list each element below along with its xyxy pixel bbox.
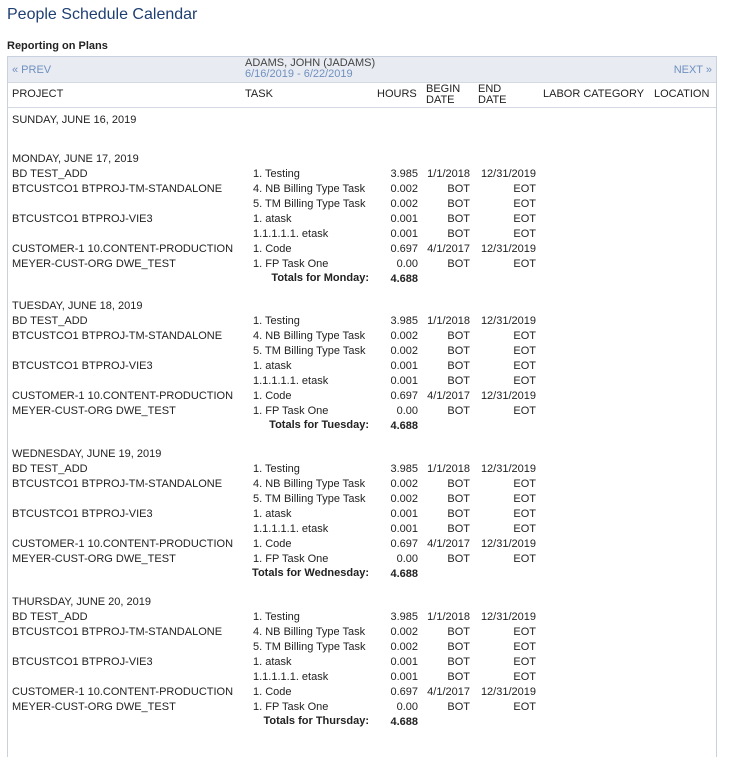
begin-date-cell: 4/1/2017	[427, 390, 470, 402]
end-date-cell: 12/31/2019	[480, 611, 536, 623]
column-header-begin-line2: DATE	[426, 94, 455, 106]
hours-cell: 0.002	[390, 626, 418, 638]
end-date-cell: 12/31/2019	[480, 686, 536, 698]
hours-cell: 0.002	[390, 183, 418, 195]
begin-date-cell: 1/1/2018	[427, 315, 470, 327]
project-cell: BTCUSTCO1 BTPROJ-TM-STANDALONE	[12, 626, 223, 638]
column-header-end-date	[478, 84, 507, 106]
day-total-label: Totals for Wednesday:	[252, 567, 369, 579]
project-cell: BD TEST_ADD	[12, 463, 88, 475]
task-cell: 4. NB Billing Type Task	[253, 330, 366, 342]
schedule-frame	[7, 56, 717, 757]
hours-cell: 0.002	[390, 478, 418, 490]
end-date-cell: EOT	[513, 656, 536, 668]
begin-date-cell: BOT	[447, 478, 470, 490]
hours-cell: 0.697	[390, 538, 418, 550]
task-cell: 1. Testing	[253, 463, 300, 475]
hours-cell: 0.001	[390, 671, 418, 683]
end-date-cell: EOT	[513, 228, 536, 240]
hours-cell: 0.001	[390, 508, 418, 520]
begin-date-cell: BOT	[447, 213, 470, 225]
project-cell: BD TEST_ADD	[12, 611, 88, 623]
end-date-cell: EOT	[513, 198, 536, 210]
end-date-cell: 12/31/2019	[480, 243, 536, 255]
end-date-cell: 12/31/2019	[480, 390, 536, 402]
hours-cell: 0.697	[390, 686, 418, 698]
day-total-label: Totals for Monday:	[271, 272, 369, 284]
project-cell: BD TEST_ADD	[12, 315, 88, 327]
task-cell: 1. FP Task One	[253, 258, 329, 270]
project-cell: BTCUSTCO1 BTPROJ-VIE3	[12, 508, 153, 520]
prev-week-link[interactable]: « PREV	[12, 64, 52, 76]
task-cell: 4. NB Billing Type Task	[253, 478, 366, 490]
hours-cell: 0.002	[390, 493, 418, 505]
person-name: ADAMS, JOHN (JADAMS)	[245, 57, 376, 69]
begin-date-cell: 4/1/2017	[427, 243, 470, 255]
day-header: MONDAY, JUNE 17, 2019	[12, 153, 139, 165]
day-header: WEDNESDAY, JUNE 19, 2019	[12, 448, 162, 460]
end-date-cell: EOT	[513, 375, 536, 387]
project-cell: BTCUSTCO1 BTPROJ-TM-STANDALONE	[12, 478, 223, 490]
task-cell: 1. Testing	[253, 611, 300, 623]
project-cell: MEYER-CUST-ORG DWE_TEST	[12, 405, 176, 417]
begin-date-cell: BOT	[447, 330, 470, 342]
hours-cell: 3.985	[390, 611, 418, 623]
begin-date-cell: BOT	[447, 641, 470, 653]
report-subtitle: Reporting on Plans	[7, 40, 108, 52]
day-header: SUNDAY, JUNE 16, 2019	[12, 114, 137, 126]
begin-date-cell: 1/1/2018	[427, 463, 470, 475]
task-cell: 1.1.1.1.1. etask	[253, 228, 329, 240]
task-cell: 1. Code	[253, 243, 292, 255]
end-date-cell: EOT	[513, 213, 536, 225]
begin-date-cell: BOT	[447, 553, 470, 565]
hours-cell: 3.985	[390, 463, 418, 475]
end-date-cell: 12/31/2019	[480, 538, 536, 550]
end-date-cell: EOT	[513, 345, 536, 357]
project-cell: BTCUSTCO1 BTPROJ-VIE3	[12, 656, 153, 668]
task-cell: 1. FP Task One	[253, 553, 329, 565]
end-date-cell: 12/31/2019	[480, 168, 536, 180]
end-date-cell: EOT	[513, 258, 536, 270]
column-header-end-line1: END	[478, 83, 502, 95]
task-cell: 1. atask	[253, 360, 292, 372]
column-header-hours: HOURS	[377, 88, 417, 100]
end-date-cell: EOT	[513, 405, 536, 417]
begin-date-cell: 1/1/2018	[427, 611, 470, 623]
project-cell: CUSTOMER-1 10.CONTENT-PRODUCTION	[12, 390, 234, 402]
project-cell: CUSTOMER-1 10.CONTENT-PRODUCTION	[12, 686, 234, 698]
begin-date-cell: BOT	[447, 508, 470, 520]
hours-cell: 0.001	[390, 523, 418, 535]
begin-date-cell: BOT	[447, 198, 470, 210]
person-info	[245, 58, 375, 80]
begin-date-cell: 4/1/2017	[427, 538, 470, 550]
hours-cell: 0.001	[390, 228, 418, 240]
column-headers	[8, 83, 716, 108]
end-date-cell: EOT	[513, 523, 536, 535]
begin-date-cell: BOT	[447, 671, 470, 683]
task-cell: 1. Code	[253, 686, 292, 698]
task-cell: 1. atask	[253, 213, 292, 225]
end-date-cell: EOT	[513, 330, 536, 342]
page-title: People Schedule Calendar	[7, 6, 198, 23]
task-cell: 5. TM Billing Type Task	[253, 345, 366, 357]
day-total-hours: 4.688	[390, 568, 418, 580]
task-cell: 4. NB Billing Type Task	[253, 183, 366, 195]
project-cell: CUSTOMER-1 10.CONTENT-PRODUCTION	[12, 538, 234, 550]
hours-cell: 0.001	[390, 213, 418, 225]
task-cell: 1. Testing	[253, 315, 300, 327]
task-cell: 4. NB Billing Type Task	[253, 626, 366, 638]
end-date-cell: 12/31/2019	[480, 315, 536, 327]
task-cell: 1. Testing	[253, 168, 300, 180]
hours-cell: 0.001	[390, 360, 418, 372]
project-cell: BTCUSTCO1 BTPROJ-VIE3	[12, 213, 153, 225]
task-cell: 1. atask	[253, 656, 292, 668]
hours-cell: 0.002	[390, 641, 418, 653]
project-cell: MEYER-CUST-ORG DWE_TEST	[12, 553, 176, 565]
begin-date-cell: BOT	[447, 405, 470, 417]
column-header-location: LOCATION	[654, 88, 710, 100]
project-cell: BD TEST_ADD	[12, 168, 88, 180]
project-cell: BTCUSTCO1 BTPROJ-VIE3	[12, 360, 153, 372]
begin-date-cell: BOT	[447, 701, 470, 713]
column-header-begin-line1: BEGIN	[426, 83, 461, 95]
hours-cell: 0.00	[396, 405, 418, 417]
day-total-hours: 4.688	[390, 716, 418, 728]
begin-date-cell: BOT	[447, 258, 470, 270]
hours-cell: 0.001	[390, 656, 418, 668]
day-total-label: Totals for Thursday:	[263, 715, 369, 727]
task-cell: 1. FP Task One	[253, 405, 329, 417]
hours-cell: 0.001	[390, 375, 418, 387]
begin-date-cell: 4/1/2017	[427, 686, 470, 698]
task-cell: 1.1.1.1.1. etask	[253, 671, 329, 683]
project-cell: MEYER-CUST-ORG DWE_TEST	[12, 258, 176, 270]
task-cell: 1.1.1.1.1. etask	[253, 375, 329, 387]
day-total-hours: 4.688	[390, 273, 418, 285]
begin-date-cell: BOT	[447, 493, 470, 505]
hours-cell: 0.00	[396, 553, 418, 565]
begin-date-cell: 1/1/2018	[427, 168, 470, 180]
task-cell: 1. Code	[253, 538, 292, 550]
end-date-cell: EOT	[513, 701, 536, 713]
task-cell: 5. TM Billing Type Task	[253, 493, 366, 505]
hours-cell: 0.697	[390, 390, 418, 402]
hours-cell: 0.00	[396, 701, 418, 713]
end-date-cell: EOT	[513, 493, 536, 505]
task-cell: 5. TM Billing Type Task	[253, 198, 366, 210]
task-cell: 1. Code	[253, 390, 292, 402]
begin-date-cell: BOT	[447, 656, 470, 668]
week-navigation-bar	[8, 57, 716, 83]
begin-date-cell: BOT	[447, 523, 470, 535]
begin-date-cell: BOT	[447, 375, 470, 387]
hours-cell: 0.002	[390, 345, 418, 357]
day-total-label: Totals for Tuesday:	[269, 419, 369, 431]
end-date-cell: EOT	[513, 671, 536, 683]
hours-cell: 0.00	[396, 258, 418, 270]
column-header-project: PROJECT	[12, 88, 64, 100]
column-header-begin-date	[426, 84, 460, 106]
begin-date-cell: BOT	[447, 345, 470, 357]
begin-date-cell: BOT	[447, 626, 470, 638]
task-cell: 1.1.1.1.1. etask	[253, 523, 329, 535]
task-cell: 1. FP Task One	[253, 701, 329, 713]
hours-cell: 0.002	[390, 330, 418, 342]
task-cell: 1. atask	[253, 508, 292, 520]
end-date-cell: EOT	[513, 183, 536, 195]
column-header-task: TASK	[245, 88, 273, 100]
hours-cell: 0.002	[390, 198, 418, 210]
end-date-cell: EOT	[513, 478, 536, 490]
end-date-cell: EOT	[513, 553, 536, 565]
end-date-cell: EOT	[513, 626, 536, 638]
begin-date-cell: BOT	[447, 183, 470, 195]
begin-date-cell: BOT	[447, 228, 470, 240]
project-cell: BTCUSTCO1 BTPROJ-TM-STANDALONE	[12, 330, 223, 342]
day-header: TUESDAY, JUNE 18, 2019	[12, 300, 143, 312]
begin-date-cell: BOT	[447, 360, 470, 372]
end-date-cell: EOT	[513, 360, 536, 372]
column-header-labor-category: LABOR CATEGORY	[543, 88, 645, 100]
project-cell: MEYER-CUST-ORG DWE_TEST	[12, 701, 176, 713]
project-cell: CUSTOMER-1 10.CONTENT-PRODUCTION	[12, 243, 234, 255]
end-date-cell: EOT	[513, 641, 536, 653]
hours-cell: 3.985	[390, 315, 418, 327]
day-total-hours: 4.688	[390, 420, 418, 432]
task-cell: 5. TM Billing Type Task	[253, 641, 366, 653]
project-cell: BTCUSTCO1 BTPROJ-TM-STANDALONE	[12, 183, 223, 195]
end-date-cell: 12/31/2019	[480, 463, 536, 475]
column-header-end-line2: DATE	[478, 94, 507, 106]
next-week-link[interactable]: NEXT »	[673, 64, 712, 76]
hours-cell: 0.697	[390, 243, 418, 255]
date-range: 6/16/2019 - 6/22/2019	[245, 68, 353, 80]
day-header: THURSDAY, JUNE 20, 2019	[12, 596, 151, 608]
end-date-cell: EOT	[513, 508, 536, 520]
hours-cell: 3.985	[390, 168, 418, 180]
